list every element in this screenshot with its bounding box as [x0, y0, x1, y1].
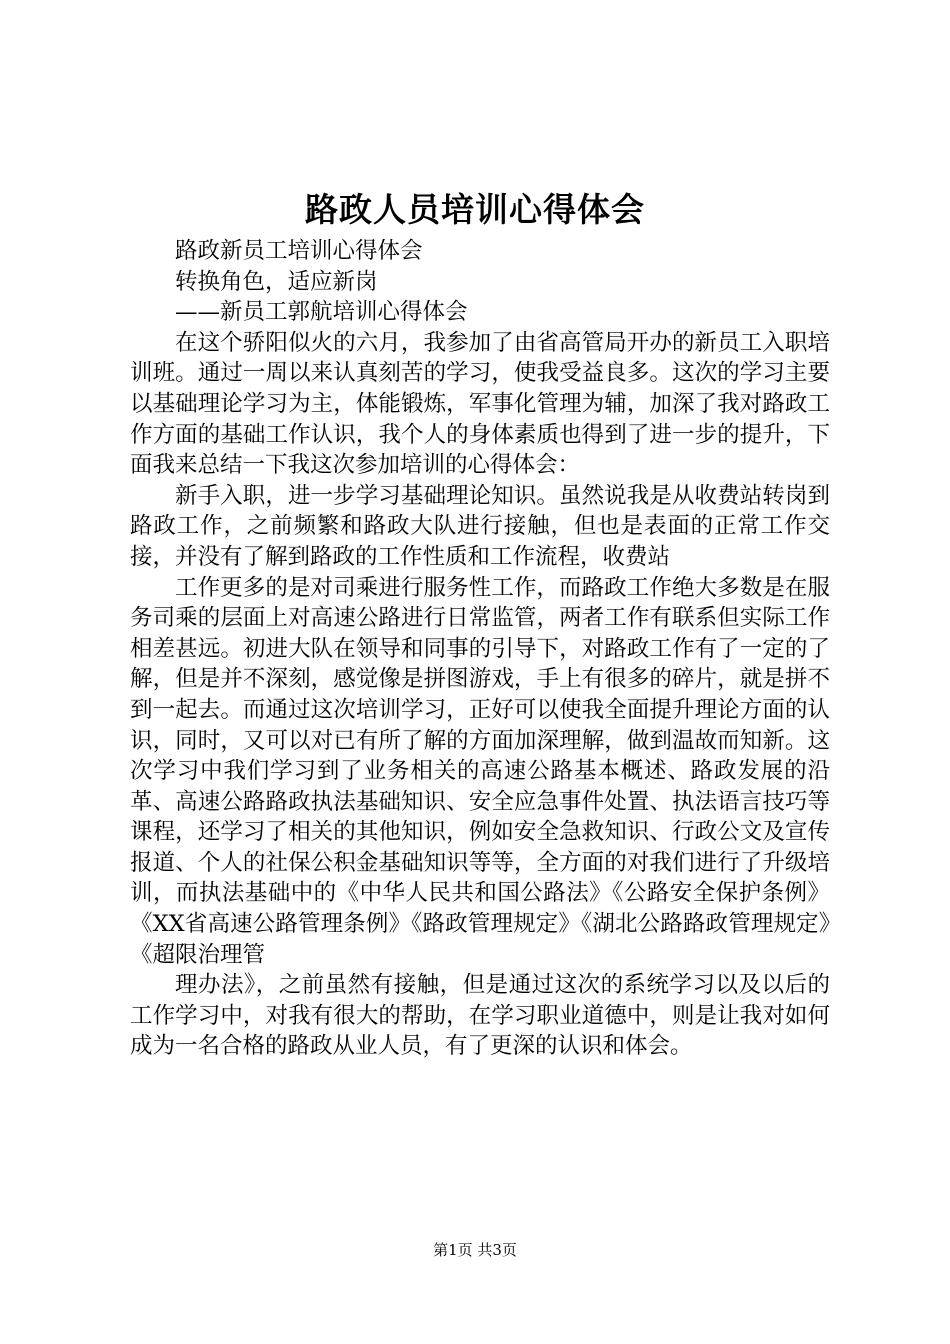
- page-number-footer: 第1页 共3页: [433, 1241, 517, 1259]
- document-title: 路政人员培训心得体会: [305, 190, 645, 229]
- paragraph-work-comparison: 工作更多的是对司乘进行服务性工作，而路政工作绝大多数是在服务司乘的层面上对高速公路进行日常监管，两者工作有联系但实际工作相差甚远。初进大队在领导和同事的引导下，对路政工作有了一定的了解，但是并不深刻，感觉像是拼图游戏，手上有很多的碎片，就是拼不到一起去。而通过这次培训学习，正好可以使我全面提升理论方面的认识，同时，又可以对已有所了解的方面加深理解，做到温故而知新。这次学习中我们学习到了业务相关的高速公路基本概述、路政发展的沿革、高速公路路政执法基础知识、安全应急事件处置、执法语言技巧等课程，还学习了相关的其他知识，例如安全急救知识、行政公文及宣传报道、个人的社保公积金基础知识等等，全方面的对我们进行了升级培训，而执法基础中的《中华人民共和国公路法》《公路安全保护条例》《XX省高速公路管理条例》《路政管理规定》《湖北公路路政管理规定》《超限治理管: [130, 574, 830, 968]
- paragraph-new-role: 新手入职，进一步学习基础理论知识。虽然说我是从收费站转岗到路政工作，之前频繁和路政大队进行接触，但也是表面的正常工作交接，并没有了解到路政的工作性质和工作流程，收费站: [130, 482, 830, 570]
- paragraph-theme: 转换角色，适应新岗: [175, 268, 378, 295]
- paragraph-subtitle: 路政新员工培训心得体会: [175, 238, 423, 264]
- paragraph-author-line: ——新员工郭航培训心得体会: [175, 299, 468, 326]
- paragraph-intro: 在这个骄阳似火的六月，我参加了由省高管局开办的新员工入职培训班。通过一周以来认真刻苦的学习，使我受益良多。这次的学习主要以基础理论学习为主，体能锻炼，军事化管理为辅，加深了我对路政工作方面的基础工作认识，我个人的身体素质也得到了进一步的提升，下面我来总结一下我这次参加培训的心得体会：: [130, 329, 830, 479]
- document-body: [130, 236, 830, 1062]
- paragraph-conclusion: 理办法》，之前虽然有接触，但是通过这次的系统学习以及以后的工作学习中，对我有很大的帮助，在学习职业道德中，则是让我对如何成为一名合格的路政从业人员，有了更深的认识和体会。: [130, 972, 830, 1060]
